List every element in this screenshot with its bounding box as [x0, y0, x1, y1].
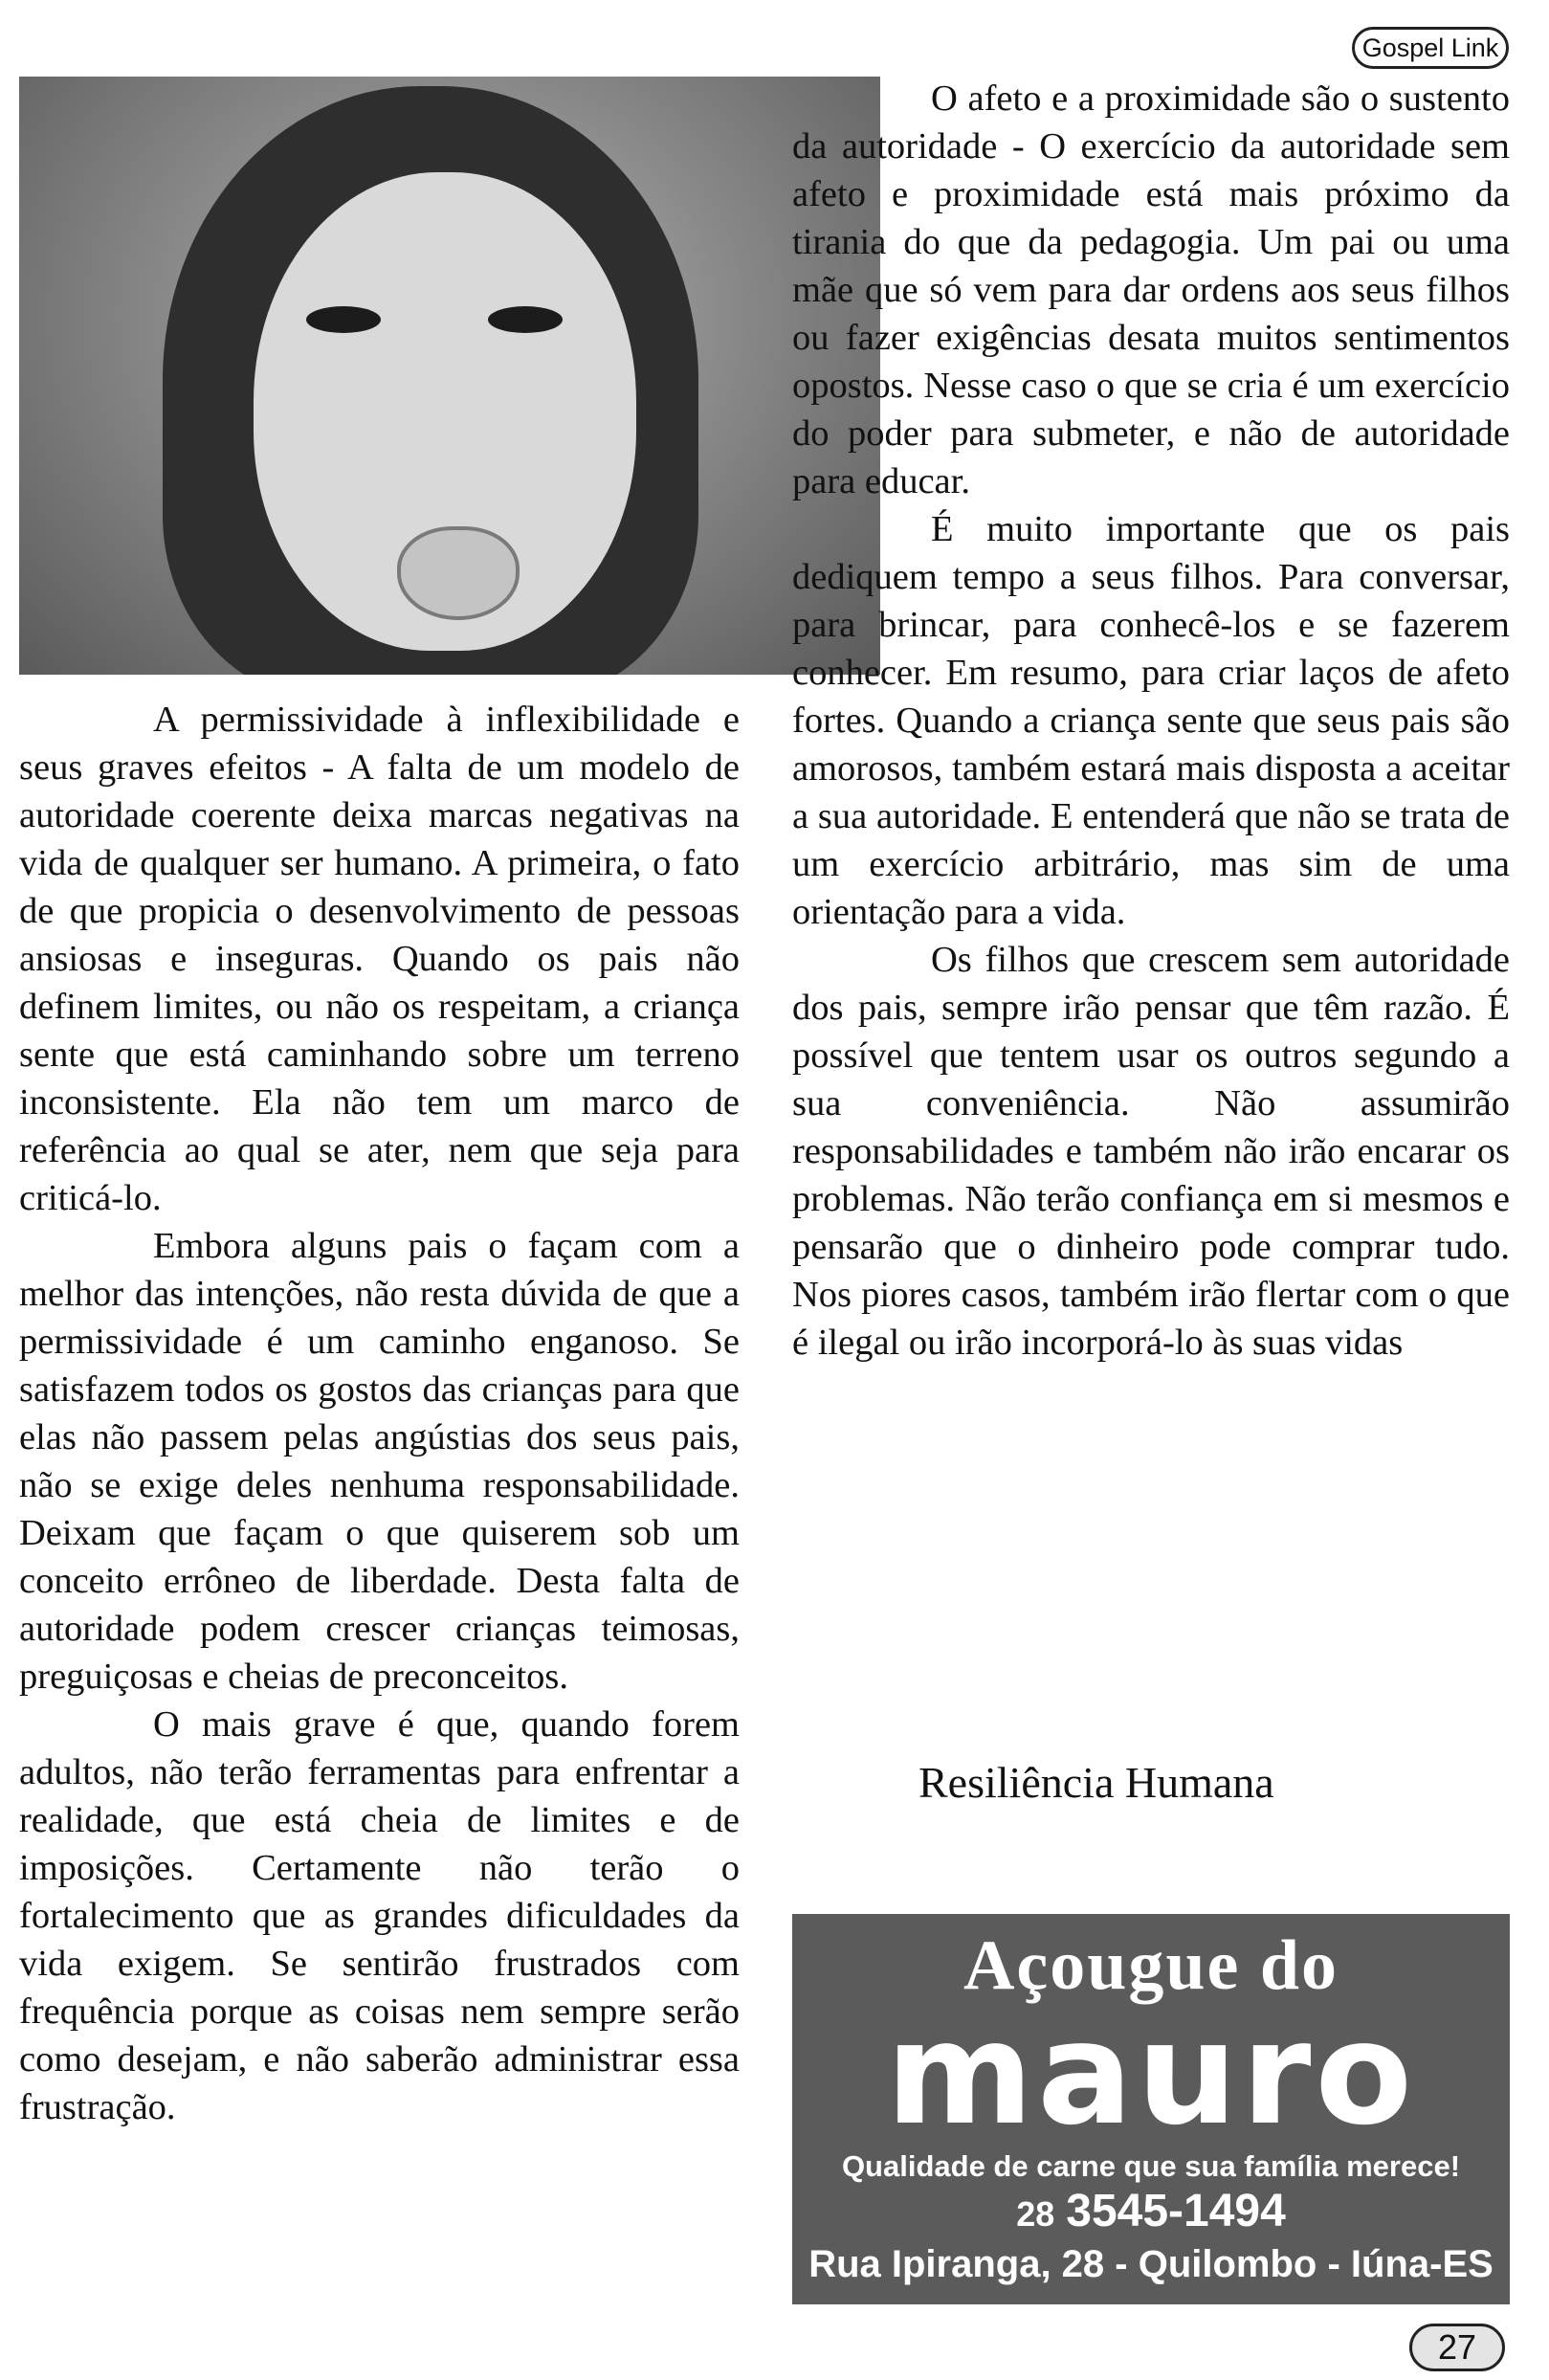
child-photo — [19, 77, 880, 675]
article-paragraph: O afeto e a proximidade são o sustento da autoridade - O exercício da autoridade sem afeto e proximidade está mais próximo da tirania do que da pedagogia. Um pai ou uma mãe que só vem para dar ordens aos seus filhos ou fazer exigências desata muitos sentimentos opostos. Nesse caso o que se cria é um exercício do poder para submeter, e não de autoridade para educar. — [792, 78, 1510, 501]
photo-eye-left — [306, 306, 381, 333]
advertisement-banner — [792, 1914, 1510, 2304]
article-paragraph: O mais grave é que, quando forem adultos, não terão ferramentas para enfrentar a realidade, que está cheia de limites e de imposições. Certamente não terão o fortalecimento que as grandes dificuldades da vida exigem. Se sentirão frustrados com frequência porque as coisas nem sempre serão como desejam, e não saberão administrar essa frustração. — [19, 1704, 740, 2127]
article-paragraph: A permissividade à inflexibilidade e seus graves efeitos - A falta de um modelo de autoridade coerente deixa marcas negativas na vida de qualquer ser humano. A primeira, o fato de que propicia o desenvolvimento de pessoas ansiosas e inseguras. Quando os pais não definem limites, ou não os respeitam, a criança sente que está caminhando sobre um terreno inconsistente. Ela não tem um marco de referência ao qual se ater, nem que seja para criticá-lo. — [19, 700, 740, 1218]
page-number: 27 — [1409, 2324, 1505, 2371]
article-paragraph: Embora alguns pais o façam com a melhor das intenções, não resta dúvida de que a permissividade é um caminho enganoso. Se satisfazem todos os gostos das crianças para que elas não passem pelas angústias dos seus pais, não se exige deles nenhuma responsabilidade. Deixam que façam o que quiserem sob um conceito errôneo de liberdade. Desta falta de autoridade podem crescer crianças teimosas, preguiçosas e cheias de preconceitos. — [19, 1226, 740, 1697]
photo-eye-right — [488, 306, 563, 333]
ad-phone-area-code: 28 — [1016, 2194, 1055, 2234]
article-right-column — [792, 75, 1510, 1367]
ad-headline: Açougue do — [963, 1926, 1339, 2005]
ad-brand-logo: mauro — [885, 1991, 1417, 2156]
article-paragraph: É muito importante que os pais dediquem tempo a seus filhos. Para conversar, para brincar, para conhecê-los e se fazerem conhecer. Em resumo, para criar laços de afeto fortes. Quando a criança sente que seus pais são amorosos, também estará mais disposta a aceitar a sua autoridade. E entenderá que não se trata de um exercício arbitrário, mas sim de uma orientação para a vida. — [792, 509, 1510, 932]
publication-badge: Gospel Link — [1352, 27, 1509, 69]
ad-phone-number: 3545-1494 — [1066, 2186, 1286, 2236]
photo-tongue-shape — [397, 526, 520, 620]
article-signature: Resiliência Humana — [918, 1758, 1274, 1807]
ad-tagline: Qualidade de carne que sua família merece! — [841, 2149, 1461, 2183]
ad-phone — [792, 2186, 1510, 2240]
article-paragraph: Os filhos que crescem sem autoridade dos pais, sempre irão pensar que têm razão. É possível que tentem usar os outros segundo a sua conveniência. Não assumirão responsabilidades e também não irão encarar os problemas. Não terão confiança em si mesmos e pensarão que o dinheiro pode comprar tudo. Nos piores casos, também irão flertar com o que é ilegal ou irão incorporá-lo às suas vidas — [792, 940, 1510, 1363]
article-left-column — [19, 696, 740, 2131]
ad-address: Rua Ipiranga, 28 - Quilombo - Iúna-ES — [808, 2243, 1494, 2285]
